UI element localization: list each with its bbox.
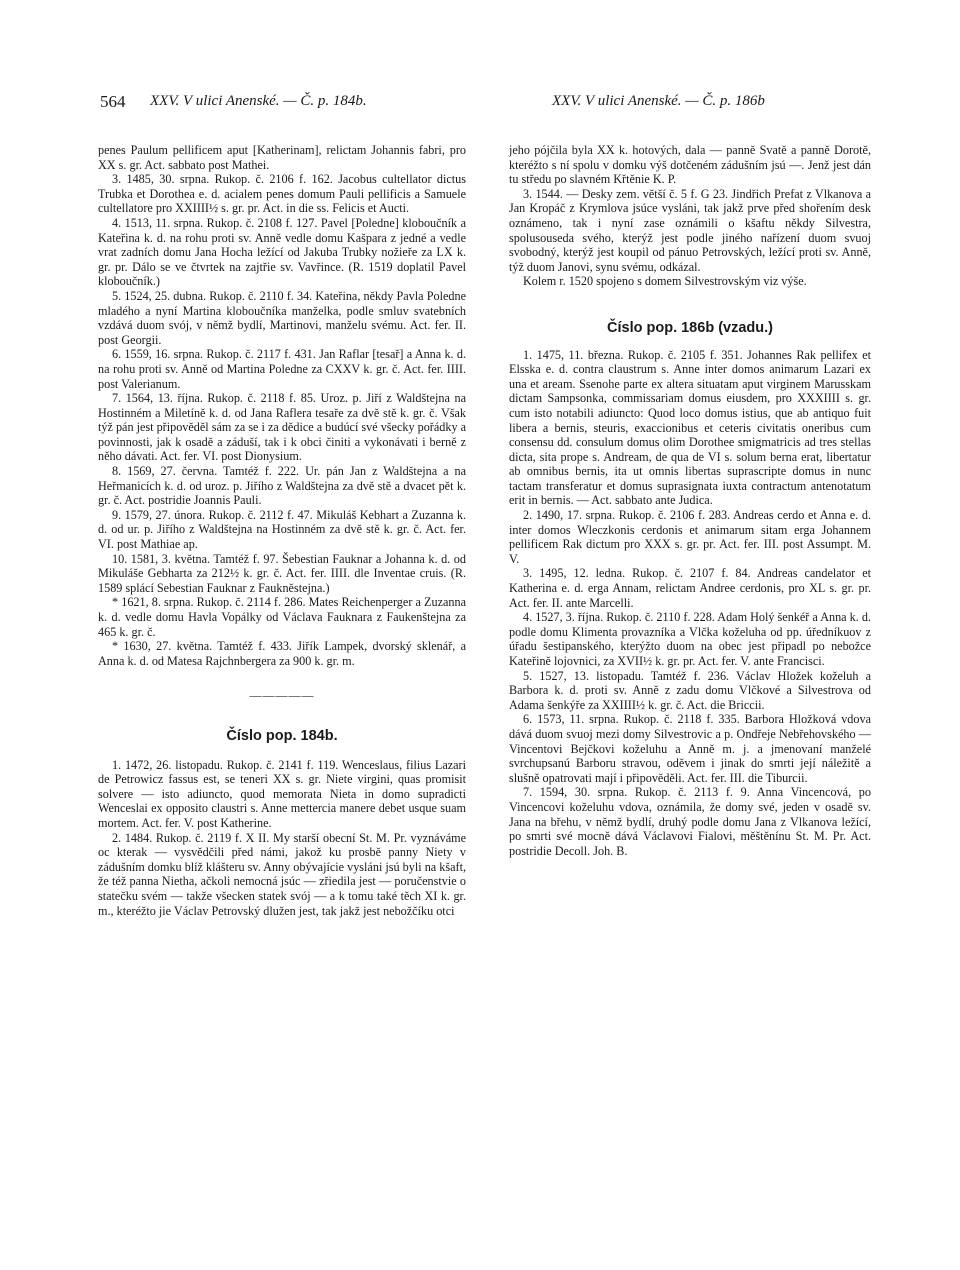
paragraph: 9. 1579, 27. února. Rukop. č. 2112 f. 47. Mikuláš Kebhart a Zuzanna k. d. od ur. p. Jiřího z Waldštejna na Hostinném za dvě stě k. gr. č. Act. fer. VI. post Mathiae ap. bbox=[98, 507, 466, 552]
paragraph: 7. 1564, 13. října. Rukop. č. 2118 f. 85. Uroz. p. Jiří z Waldštejna na Hostinném a Miletíně k. d. od Jana Raflera tesaře za dvě stě k. gr. č. Však týž pán jest připověděl sám za se i za dědice a budúcí své všecky pořádky a povinnosti, jak k osadě a záduší, tak i k obci činiti a vykonávati i berně z něho dávati. Act. fer. VI. post Dionysium. bbox=[98, 391, 466, 464]
left-column bbox=[98, 143, 466, 918]
paragraph: penes Paulum pellificem aput [Katherinam], relictam Johannis fabri, pro XX s. gr. Act. sabbato post Mathei. bbox=[98, 143, 466, 172]
paragraph: 4. 1527, 3. října. Rukop. č. 2110 f. 228. Adam Holý šenkéř a Anna k. d. podle domu Klimenta provazníka a Vlčka koželuha od pp. úředníkuov z úřadu šestipanského, kterýžto duom na obec jest připadl po nebožce Kateřině lojovnici, za XVII½ k. gr. pr. Act. fer. V. ante Francisci. bbox=[509, 610, 871, 668]
paragraph: 4. 1513, 11. srpna. Rukop. č. 2108 f. 127. Pavel [Poledne] kloboučník a Kateřina k. d. na rohu proti sv. Anně vedle domu Kašpara z jedné a vedle vrat zadních domu Jana Hocha ležící od Jakuba Trubky nožieře za LX k. gr. pr. Dálo se ve čtvrtek na zajtřie sv. Vavřince. (R. 1519 doplatil Pavel kloboučník.) bbox=[98, 215, 466, 289]
paragraph: 6. 1573, 11. srpna. Rukop. č. 2118 f. 335. Barbora Hložková vdova dává duom svuoj mezi domy Silvestrovic a p. Ondřeje Nebřehovského — Vincentovi Bejčkovi koželuhu a Anně m. j. a jmenovaní manželé svrchupsanú Barboru stravou, oděvem i jinak do smrti její náležitě a slušně opatrovati mají i připověděli. Act. fer. III. die Tiburcii. bbox=[509, 712, 871, 785]
paragraph: 5. 1524, 25. dubna. Rukop. č. 2110 f. 34. Kateřina, někdy Pavla Poledne mladého a nyní Martina kloboučníka manželka, podle smluv svatebních vzdává duom svój, v němž bydlí, Martinovi, manželu svému. Act. fer. II. post Georgii. bbox=[98, 288, 466, 347]
page-header bbox=[100, 92, 866, 112]
paragraph: * 1630, 27. května. Tamtéž f. 433. Jiřík Lampek, dvorský sklenář, a Anna k. d. od Matesa Rajchnbergera za 900 k. gr. m. bbox=[98, 639, 466, 668]
paragraph: 6. 1559, 16. srpna. Rukop. č. 2117 f. 431. Jan Raflar [tesař] a Anna k. d. na rohu proti sv. Anně od Martina Poledne za CXXV k. gr. č. Act. fer. IIII. post Valerianum. bbox=[98, 347, 466, 391]
running-head-right: XXV. V ulici Anenské. — Č. p. 186b bbox=[552, 93, 765, 109]
paragraph: 7. 1594, 30. srpna. Rukop. č. 2113 f. 9. Anna Vincencová, po Vincencovi koželuhu vdova, oznámila, že domy své, jeden v osadě sv. Jana na břehu, v němž bydlí, druhý podle domu Jana z Vlkanova ležící, po smrti své mocně dává Václavovi Fialovi, měštěnínu St. M. Pr. Act. postridie Decoll. Joh. B. bbox=[509, 785, 871, 858]
section-separator: ————— bbox=[249, 688, 315, 703]
paragraph: 3. 1485, 30. srpna. Rukop. č. 2106 f. 162. Jacobus cultellator dictus Trubka et Dorothea e. d. acialem penes domum Pauli pellificis a Samuele cultellatore pro XXIIII½ s. gr. pr. Act. in die ss. Felicis et Aucti. bbox=[98, 172, 466, 216]
paragraph: 3. 1495, 12. ledna. Rukop. č. 2107 f. 84. Andreas candelator et Katherina e. d. erga Annam, relictam Andree cerdonis, pro XL s. gr. pr. Act. fer. II. ante Marcelli. bbox=[509, 566, 871, 610]
paragraph: 1. 1472, 26. listopadu. Rukop. č. 2141 f. 119. Wenceslaus, filius Lazari de Petrowicz fassus est, se teneri XX s. gr. Niete virgini, quas promisit solvere — isto adiuncto, quod memorata Nieta in domo supradicti Wenceslai ex opposito claustri s. Anne mettercia manere debet usque suam mortem. Act. fer. V. post Katherine. bbox=[98, 757, 466, 830]
section-heading: Číslo pop. 186b (vzadu.) bbox=[607, 319, 773, 336]
page-number: 564 bbox=[100, 92, 126, 111]
paragraph: jeho pójčila byla XX k. hotových, dala — panně Svatě a panně Dorotě, kteréžto s ní spolu v domku výš dotčeném zádušním jsú —. Jenž jest dán tu středu po slavném Křtěnie K. P. bbox=[509, 143, 871, 187]
right-column bbox=[509, 143, 871, 858]
paragraph: 2. 1484. Rukop. č. 2119 f. X II. My starší obecní St. M. Pr. vyznáváme oc kterak — vysvědčili před námi, jakož ku prosbě panny Niety v zádušním domku blíž klášteru sv. Anny obývajície vysláni jsú byli na kšaft, že též panna Niethа, ačkoli nemocná jsúc — zřiedila jest — poručenstvie o statečku svém — takže všecken statek svój — a k tomu také těch XI k. gr. m., kteréžto jie Václav Petrovský dlužen jest, tak jakž jest nebožčíku otci bbox=[98, 830, 466, 918]
paragraph: 5. 1527, 13. listopadu. Tamtéž f. 236. Václav Hložek koželuh a Barbora k. d. proti sv. Anně z zadu domu Vlčkové a Silvestrova od Adama šenkýře za XXIIII½ k. gr. č. Act. die Briccii. bbox=[509, 668, 871, 712]
paragraph: 3. 1544. — Desky zem. větší č. 5 f. G 23. Jindřich Prefat z Vlkanova a Jan Kropáč z Krymlova jsúce vysláni, tak jakž prve před shořením desk oznámeno, tak i nyní zase oznámili o kšaftu někdy Silvestra, spolusouseda svého, kterýž jest podle jiného nařízení duom svuoj svobodný, kterýž jest koupil od pánuo Petrovských, ležící proti sv. Anně, týž duom Janovi, synu svému, odkázal. bbox=[509, 186, 871, 274]
section-heading: Číslo pop. 184b. bbox=[226, 727, 338, 744]
paragraph: 1. 1475, 11. března. Rukop. č. 2105 f. 351. Johannes Rak pellifex et Elsska e. d. contra claustrum s. Anne inter domos animarum Lazari ex una et aream. Ssenohe parte ex altera situatam aput virginem Marusskam dictam Sampsonka, commissariam domus eiusdem, pro XXXIIII s. gr. cum isto notabili adiuncto: Quod loco domus istius, que ab antiquo fuit libera a bernis, steuris, exaccionibus et ceteris civitatis oneribus cum consensu dd. consulum domus olim Dorothee smigmatricis ad tres stellas dicta, sita prope s. Andream, de qua de VI s. solum berna erat, libertatur ab omnibus bernis, ita ut omnis libertas suprascripte domus in nunc tactam transferatur et domus suprasignata iuxta contractum antenotatum erit in bernis. — Act. sabbato ante Judica. bbox=[509, 347, 871, 508]
paragraph: 2. 1490, 17. srpna. Rukop. č. 2106 f. 283. Andreas cerdo et Anna e. d. inter domos Wleczkonis cerdonis et animarum sitam erga Johannem pellificem Rak dictum pro XXX s. gr. pr. Act. fer. III. post Assumpt. M. V. bbox=[509, 508, 871, 566]
paragraph: * 1621, 8. srpna. Rukop. č. 2114 f. 286. Mates Reichenperger a Zuzanna k. d. vedle domu Havla Vopálky od Václava Fauknara z Faukenštejna za 465 k. gr. č. bbox=[98, 595, 466, 639]
paragraph: Kolem r. 1520 spojeno s domem Silvestrovským viz výše. bbox=[523, 274, 807, 289]
running-head-left: XXV. V ulici Anenské. — Č. p. 184b. bbox=[150, 93, 367, 109]
paragraph: 10. 1581, 3. května. Tamtéž f. 97. Šebestian Fauknar a Johanna k. d. od Mikuláše Gebharta za 212½ k. gr. č. Act. fer. IIII. dle Inventae cruis. (R. 1589 splácí Sebestian Fauknar z Faukněstejna.) bbox=[98, 551, 466, 595]
paragraph: 8. 1569, 27. června. Tamtéž f. 222. Ur. pán Jan z Waldštejna a na Heřmanicích k. d. od uroz. p. Jiřího z Waldštejna za dvě stě a dvacet pět k. gr. č. Act. postridie Joannis Pauli. bbox=[98, 464, 466, 508]
